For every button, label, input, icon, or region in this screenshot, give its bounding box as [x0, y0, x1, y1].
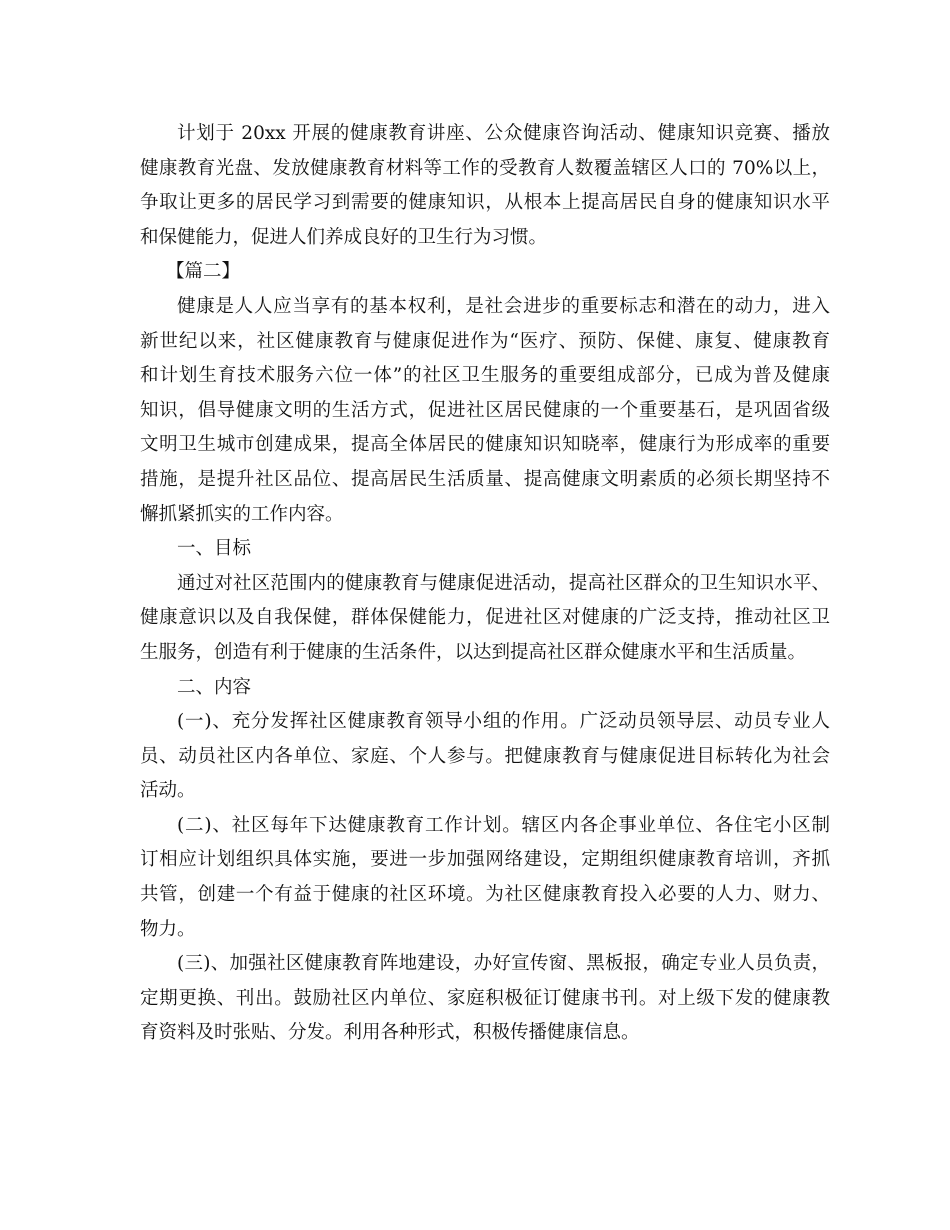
text-line: 订相应计划组织具体实施，要进一步加强网络建设，定期组织健康教育培训，齐抓	[140, 849, 830, 871]
text-line: 健康是人人应当享有的基本权利，是社会进步的重要标志和潜在的动力，进入	[177, 295, 830, 317]
text-line: 文明卫生城市创建成果，提高全体居民的健康知识知晓率，健康行为形成率的重要	[140, 434, 830, 456]
text-line: 新世纪以来，社区健康教育与健康促进作为“医疗、预防、保健、康复、健康教育	[140, 330, 830, 352]
text-line: 通过对社区范围内的健康教育与健康促进活动，提高社区群众的卫生知识水平、	[177, 572, 830, 594]
text-line: 知识，倡导健康文明的生活方式，促进社区居民健康的一个重要基石，是巩固省级	[140, 399, 830, 421]
text-line: 计划于 20xx 开展的健康教育讲座、公众健康咨询活动、健康知识竞赛、播放	[177, 123, 830, 144]
text-line: 共管，创建一个有益于健康的社区环境。为社区健康教育投入必要的人力、财力、	[140, 884, 830, 906]
text-line: 和计划生育技术服务六位一体”的社区卫生服务的重要组成部分，已成为普及健康	[140, 365, 830, 387]
text-line: 活动。	[140, 780, 196, 802]
text-line: 一、目标	[177, 538, 252, 560]
text-line: 育资料及时张贴、分发。利用各种形式，积极传播健康信息。	[140, 1022, 640, 1044]
text-line: 员、动员社区内各单位、家庭、个人参与。把健康教育与健康促进目标转化为社会	[140, 745, 830, 767]
text-line: 争取让更多的居民学习到需要的健康知识，从根本上提高居民自身的健康知识水平	[140, 192, 830, 214]
text-line: 和保健能力，促进人们养成良好的卫生行为习惯。	[140, 226, 548, 248]
text-line: (一)、充分发挥社区健康教育领导小组的作用。广泛动员领导层、动员专业人	[177, 711, 830, 733]
text-line: (二)、社区每年下达健康教育工作计划。辖区内各企事业单位、各住宅小区制	[177, 814, 830, 836]
text-line: 生服务，创造有利于健康的生活条件，以达到提高社区群众健康水平和生活质量。	[140, 641, 807, 663]
text-line: 健康意识以及自我保健，群体保健能力，促进社区对健康的广泛支持，推动社区卫	[140, 607, 830, 629]
text-line: (三)、加强社区健康教育阵地建设，办好宣传窗、黑板报，确定专业人员负责，	[177, 953, 830, 975]
text-line: 物力。	[140, 918, 196, 940]
document-body	[140, 117, 830, 1051]
text-line: 二、内容	[177, 676, 252, 698]
text-line: 定期更换、刊出。鼓励社区内单位、家庭积极征订健康书刊。对上级下发的健康教	[140, 987, 830, 1009]
text-line: 懈抓紧抓实的工作内容。	[140, 503, 344, 525]
text-line: 健康教育光盘、发放健康教育材料等工作的受教育人数覆盖辖区人口的 70%以上，	[140, 157, 830, 179]
text-line: 措施，是提升社区品位、提高居民生活质量、提高健康文明素质的必须长期坚持不	[140, 468, 830, 490]
section-heading: 【篇二】	[166, 261, 241, 283]
